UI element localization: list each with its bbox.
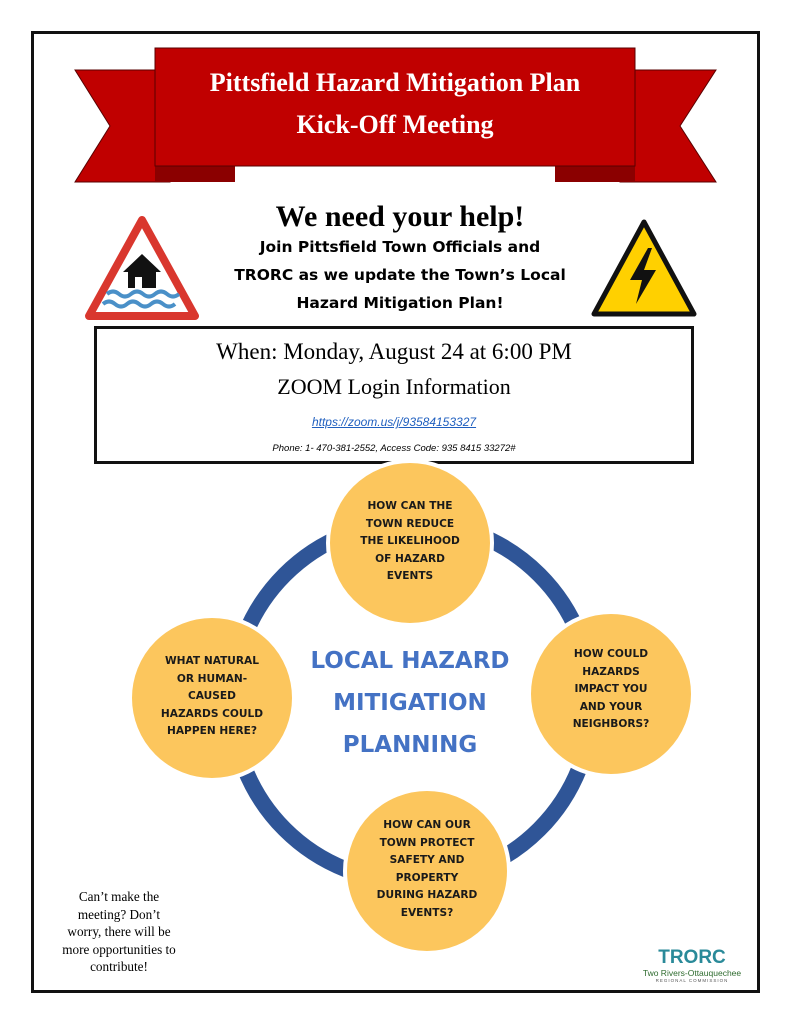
center-title-line1: LOCAL HAZARD bbox=[310, 648, 510, 674]
cycle-top-text: HOW CAN THE TOWN REDUCE THE LIKELIHOOD OF HAZARD EVENTS bbox=[360, 500, 460, 582]
logo-sub-text: Two Rivers-Ottauquechee bbox=[642, 968, 742, 978]
center-title-line3: PLANNING bbox=[342, 732, 478, 758]
cycle-bottom-text: HOW CAN OUR TOWN PROTECT SAFETY AND PROPERTY DURING HAZARD EVENTS? bbox=[376, 819, 478, 919]
cant-make-it-note: Can’t make the meeting? Don’t worry, there will be more opportunities to contribute! bbox=[62, 889, 176, 974]
logo-sub2-text: REGIONAL COMMISSION bbox=[655, 978, 729, 983]
center-title-line2: MITIGATION bbox=[333, 690, 487, 716]
zoom-link[interactable]: https://zoom.us/j/93584153327 bbox=[311, 415, 477, 429]
logo-main-text: TRORC bbox=[658, 947, 726, 968]
banner-title-line2: Kick-Off Meeting bbox=[296, 110, 494, 139]
zoom-heading: ZOOM Login Information bbox=[277, 374, 511, 399]
help-line-3: Hazard Mitigation Plan! bbox=[296, 294, 504, 312]
help-line-1: Join Pittsfield Town Officials and bbox=[259, 238, 541, 256]
help-heading: We need your help! bbox=[275, 200, 525, 233]
cycle-right-text: HOW COULD HAZARDS IMPACT YOU AND YOUR NEIGHBORS? bbox=[572, 648, 650, 730]
trorc-logo bbox=[632, 948, 752, 984]
help-line-2: TRORC as we update the Town’s Local bbox=[234, 266, 566, 284]
phone-access-code: Phone: 1- 470-381-2552, Access Code: 935 8415 33272# bbox=[272, 443, 516, 454]
banner-title-line1: Pittsfield Hazard Mitigation Plan bbox=[209, 68, 581, 97]
cycle-left-text: WHAT NATURAL OR HUMAN- CAUSED HAZARDS COULD HAPPEN HERE? bbox=[160, 655, 264, 737]
meeting-when: When: Monday, August 24 at 6:00 PM bbox=[216, 339, 572, 364]
